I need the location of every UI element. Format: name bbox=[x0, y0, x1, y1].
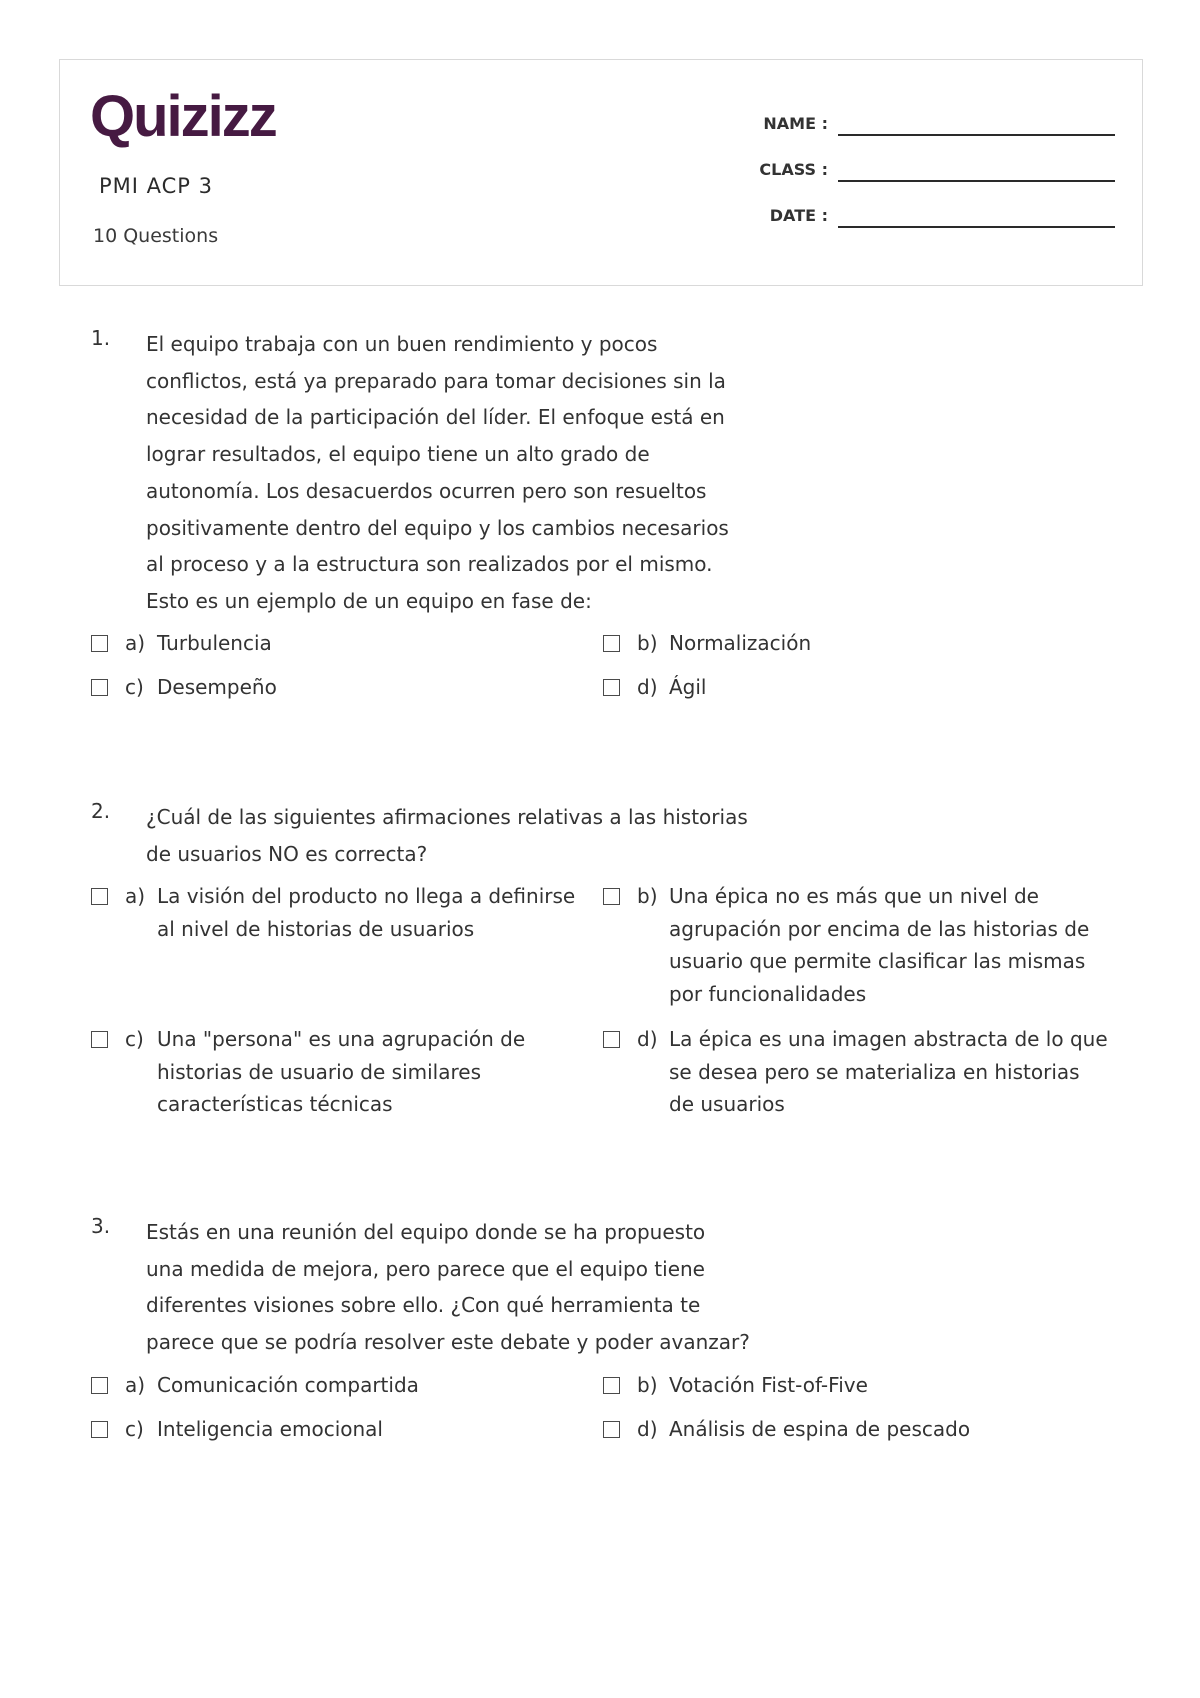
option-text: Desempeño bbox=[157, 675, 277, 699]
checkbox-icon[interactable] bbox=[603, 1421, 620, 1438]
checkbox-icon[interactable] bbox=[603, 1031, 620, 1048]
class-label: CLASS : bbox=[759, 160, 828, 179]
option-letter: a) bbox=[125, 884, 146, 908]
checkbox-icon[interactable] bbox=[91, 679, 108, 696]
question-text: El equipo trabaja con un buen rendimiento y pocos conflictos, está ya preparado para tomar decisiones sin la necesidad de la participación del líder. El enfoque está en lograr resultados, el equipo tiene un alto grado de autonomía. Los desacuerdos ocurren pero son resueltos positivamente dentro del equipo y los cambios necesarios al proceso y a la estructura son realizados por el mismo. Esto es un ejemplo de un equipo en fase de: bbox=[146, 332, 729, 613]
option-text: Análisis de espina de pescado bbox=[669, 1417, 971, 1441]
option-letter: d) bbox=[637, 1417, 658, 1441]
option-text: La épica es una imagen abstracta de lo que se desea pero se materializa en historias de usuarios bbox=[669, 1027, 1108, 1116]
name-label: NAME : bbox=[763, 114, 828, 133]
option-text: Inteligencia emocional bbox=[157, 1417, 383, 1441]
date-field[interactable] bbox=[700, 204, 1115, 234]
option-letter: c) bbox=[125, 1417, 144, 1441]
checkbox-icon[interactable] bbox=[91, 888, 108, 905]
option-text: Normalización bbox=[669, 631, 812, 655]
name-field[interactable] bbox=[700, 112, 1115, 142]
option-d[interactable] bbox=[603, 1413, 970, 1446]
class-field[interactable] bbox=[700, 158, 1115, 188]
option-a[interactable] bbox=[91, 627, 272, 660]
checkbox-icon[interactable] bbox=[91, 1031, 108, 1048]
option-letter: c) bbox=[125, 1027, 144, 1051]
name-line[interactable] bbox=[838, 134, 1115, 136]
option-letter: b) bbox=[637, 884, 658, 908]
option-letter: d) bbox=[637, 1027, 658, 1051]
checkbox-icon[interactable] bbox=[91, 1421, 108, 1438]
checkbox-icon[interactable] bbox=[603, 1377, 620, 1394]
quiz-title: PMI ACP 3 bbox=[99, 174, 214, 198]
option-c[interactable] bbox=[91, 671, 277, 704]
question-count: 10 Questions bbox=[93, 225, 219, 247]
date-label: DATE : bbox=[769, 206, 828, 225]
option-letter: b) bbox=[637, 631, 658, 655]
option-c[interactable] bbox=[91, 1023, 525, 1121]
option-letter: a) bbox=[125, 1373, 146, 1397]
option-a[interactable] bbox=[91, 880, 575, 945]
date-line[interactable] bbox=[838, 226, 1115, 228]
question-number: 2. bbox=[91, 799, 111, 823]
checkbox-icon[interactable] bbox=[91, 1377, 108, 1394]
checkbox-icon[interactable] bbox=[91, 635, 108, 652]
question-text: Estás en una reunión del equipo donde se ha propuesto una medida de mejora, pero parece que el equipo tiene diferentes visiones sobre ello. ¿Con qué herramienta te parece que se podría resolver este debate y poder avanzar? bbox=[146, 1220, 750, 1355]
option-d[interactable] bbox=[603, 671, 707, 704]
quizizz-logo-text: Quizizz bbox=[90, 86, 276, 149]
option-letter: d) bbox=[637, 675, 658, 699]
checkbox-icon[interactable] bbox=[603, 888, 620, 905]
question-text: ¿Cuál de las siguientes afirmaciones relativas a las historias de usuarios NO es correcta? bbox=[146, 805, 748, 866]
option-b[interactable] bbox=[603, 1369, 868, 1402]
checkbox-icon[interactable] bbox=[603, 679, 620, 696]
class-line[interactable] bbox=[838, 180, 1115, 182]
option-c[interactable] bbox=[91, 1413, 383, 1446]
checkbox-icon[interactable] bbox=[603, 635, 620, 652]
option-text: Una "persona" es una agrupación de historias de usuario de similares características técnicas bbox=[157, 1027, 526, 1116]
option-letter: b) bbox=[637, 1373, 658, 1397]
option-text: Ágil bbox=[669, 675, 707, 699]
option-text: Comunicación compartida bbox=[157, 1373, 419, 1397]
option-d[interactable] bbox=[603, 1023, 1108, 1121]
option-b[interactable] bbox=[603, 880, 1089, 1010]
question-number: 3. bbox=[91, 1214, 111, 1238]
option-letter: c) bbox=[125, 675, 144, 699]
option-text: Una épica no es más que un nivel de agrupación por encima de las historias de usuario que permite clasificar las mismas por funcionalidades bbox=[669, 884, 1090, 1006]
option-text: Turbulencia bbox=[157, 631, 272, 655]
option-letter: a) bbox=[125, 631, 146, 655]
question-number: 1. bbox=[91, 326, 111, 350]
option-text: Votación Fist-of-Five bbox=[669, 1373, 868, 1397]
option-b[interactable] bbox=[603, 627, 811, 660]
option-a[interactable] bbox=[91, 1369, 419, 1402]
quizizz-logo bbox=[90, 86, 300, 152]
option-text: La visión del producto no llega a definirse al nivel de historias de usuarios bbox=[157, 884, 576, 941]
